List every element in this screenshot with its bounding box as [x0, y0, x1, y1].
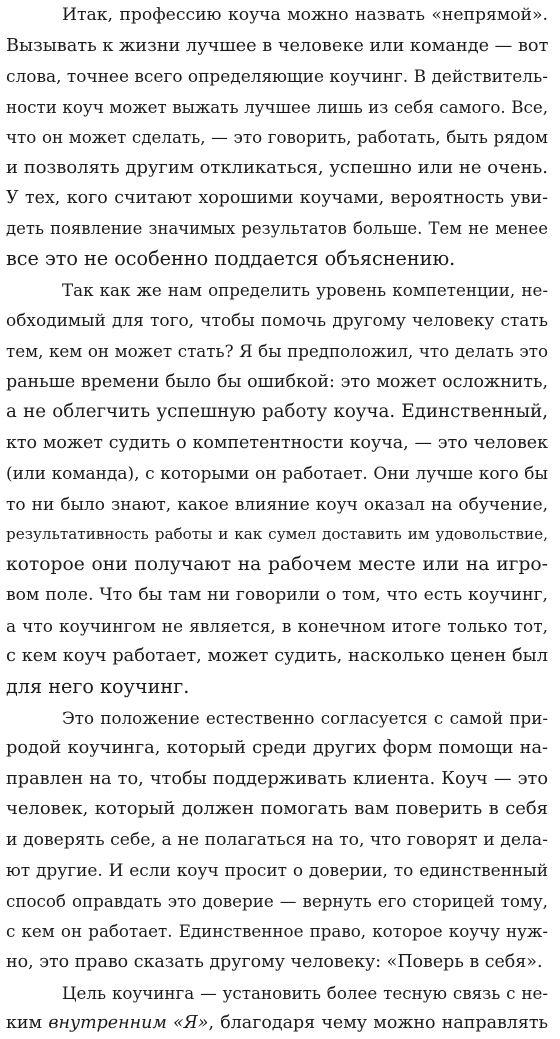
text-line: Итак, профессию коуча можно назвать «непрямой».	[62, 5, 548, 25]
text-line: родой коучинга, который среди других форм помощи на-	[6, 738, 548, 759]
text-line: тем, кем он может стать? Я бы предположил, что делать это	[6, 341, 548, 362]
text-line: все это не особенно поддается объяснению.	[6, 247, 456, 271]
book-page	[6, 0, 548, 1039]
text-line: Так как же нам определить уровень компетенции, не-	[62, 279, 548, 300]
text-line: правлен на то, чтобы поддерживать клиента. Коуч — это	[6, 768, 548, 789]
text-line: Это положение естественно согласуется с самой при-	[62, 707, 548, 728]
paragraph-2	[6, 275, 548, 703]
text-line: а что коучингом не является, в конечном итоге только тот,	[6, 615, 548, 636]
text-line: ют другие. И если коуч просит о доверии, то единственный	[6, 860, 548, 881]
paragraph-4	[6, 978, 548, 1039]
text-line: но, это право сказать другому человеку: «Поверь в себя».	[6, 951, 543, 972]
text-line: слова, точнее всего определяющие коучинг. В действитель-	[6, 66, 548, 87]
text-line: деть появление значимых результатов больше. Тем не менее	[6, 218, 548, 238]
text-line: ности коуч может выжать лучшее лишь из себя самого. Все,	[6, 96, 548, 117]
text-line: которое они получают на рабочем месте или на игро-	[6, 553, 548, 575]
paragraph-3	[6, 703, 548, 978]
text-line: кто может судить о компетентности коуча, — это человек	[6, 432, 548, 453]
text-line: что он может сделать, — это говорить, работать, быть рядом	[6, 127, 548, 148]
text-line: Вызывать к жизни лучшее в человеке или команде — вот	[6, 35, 549, 56]
text-line: результативность работы и как сумел доставить им удовольствие,	[6, 525, 548, 544]
text-line: способ оправдать это доверие — вернуть его сторицей тому,	[6, 890, 548, 911]
text-line: с кем он работает. Единственное право, которое коучу нуж-	[6, 921, 548, 942]
text-segment: ким	[6, 1013, 49, 1034]
text-segment: , благодаря чему можно направлять	[208, 1013, 548, 1034]
text-line: для него коучинг.	[6, 675, 190, 699]
text-line: и доверять себе, а не полагаться на то, что говорят и дела-	[6, 829, 548, 850]
text-line: обходимый для того, чтобы помочь другому человеку стать	[6, 310, 548, 331]
paragraph-1	[6, 0, 548, 275]
text-line: а не облегчить успешную работу коуча. Единственный,	[6, 401, 548, 423]
text-line: то ни было знают, какое влияние коуч оказал на обучение,	[6, 493, 548, 514]
text-line: человек, который должен помогать вам поверить в себя	[6, 798, 548, 820]
text-line: У тех, кого считают хорошими коучами, вероятность уви-	[6, 188, 548, 209]
text-line: вом поле. Что бы там ни говорили о том, что есть коучинг,	[6, 585, 548, 606]
text-line: Цель коучинга — установить более тесную связь с не-	[62, 982, 548, 1003]
text-line: и позволять другим откликаться, успешно или не очень.	[6, 156, 548, 178]
text-line: (или команда), с которыми он работает. Они лучше кого бы	[6, 463, 548, 484]
text-line	[6, 1008, 548, 1039]
text-line: раньше времени было бы ошибкой: это может осложнить,	[6, 371, 548, 392]
emphasized-term: внутренним «Я»	[48, 1013, 209, 1034]
text-line: с кем коуч работает, может судить, насколько ценен был	[6, 646, 548, 667]
